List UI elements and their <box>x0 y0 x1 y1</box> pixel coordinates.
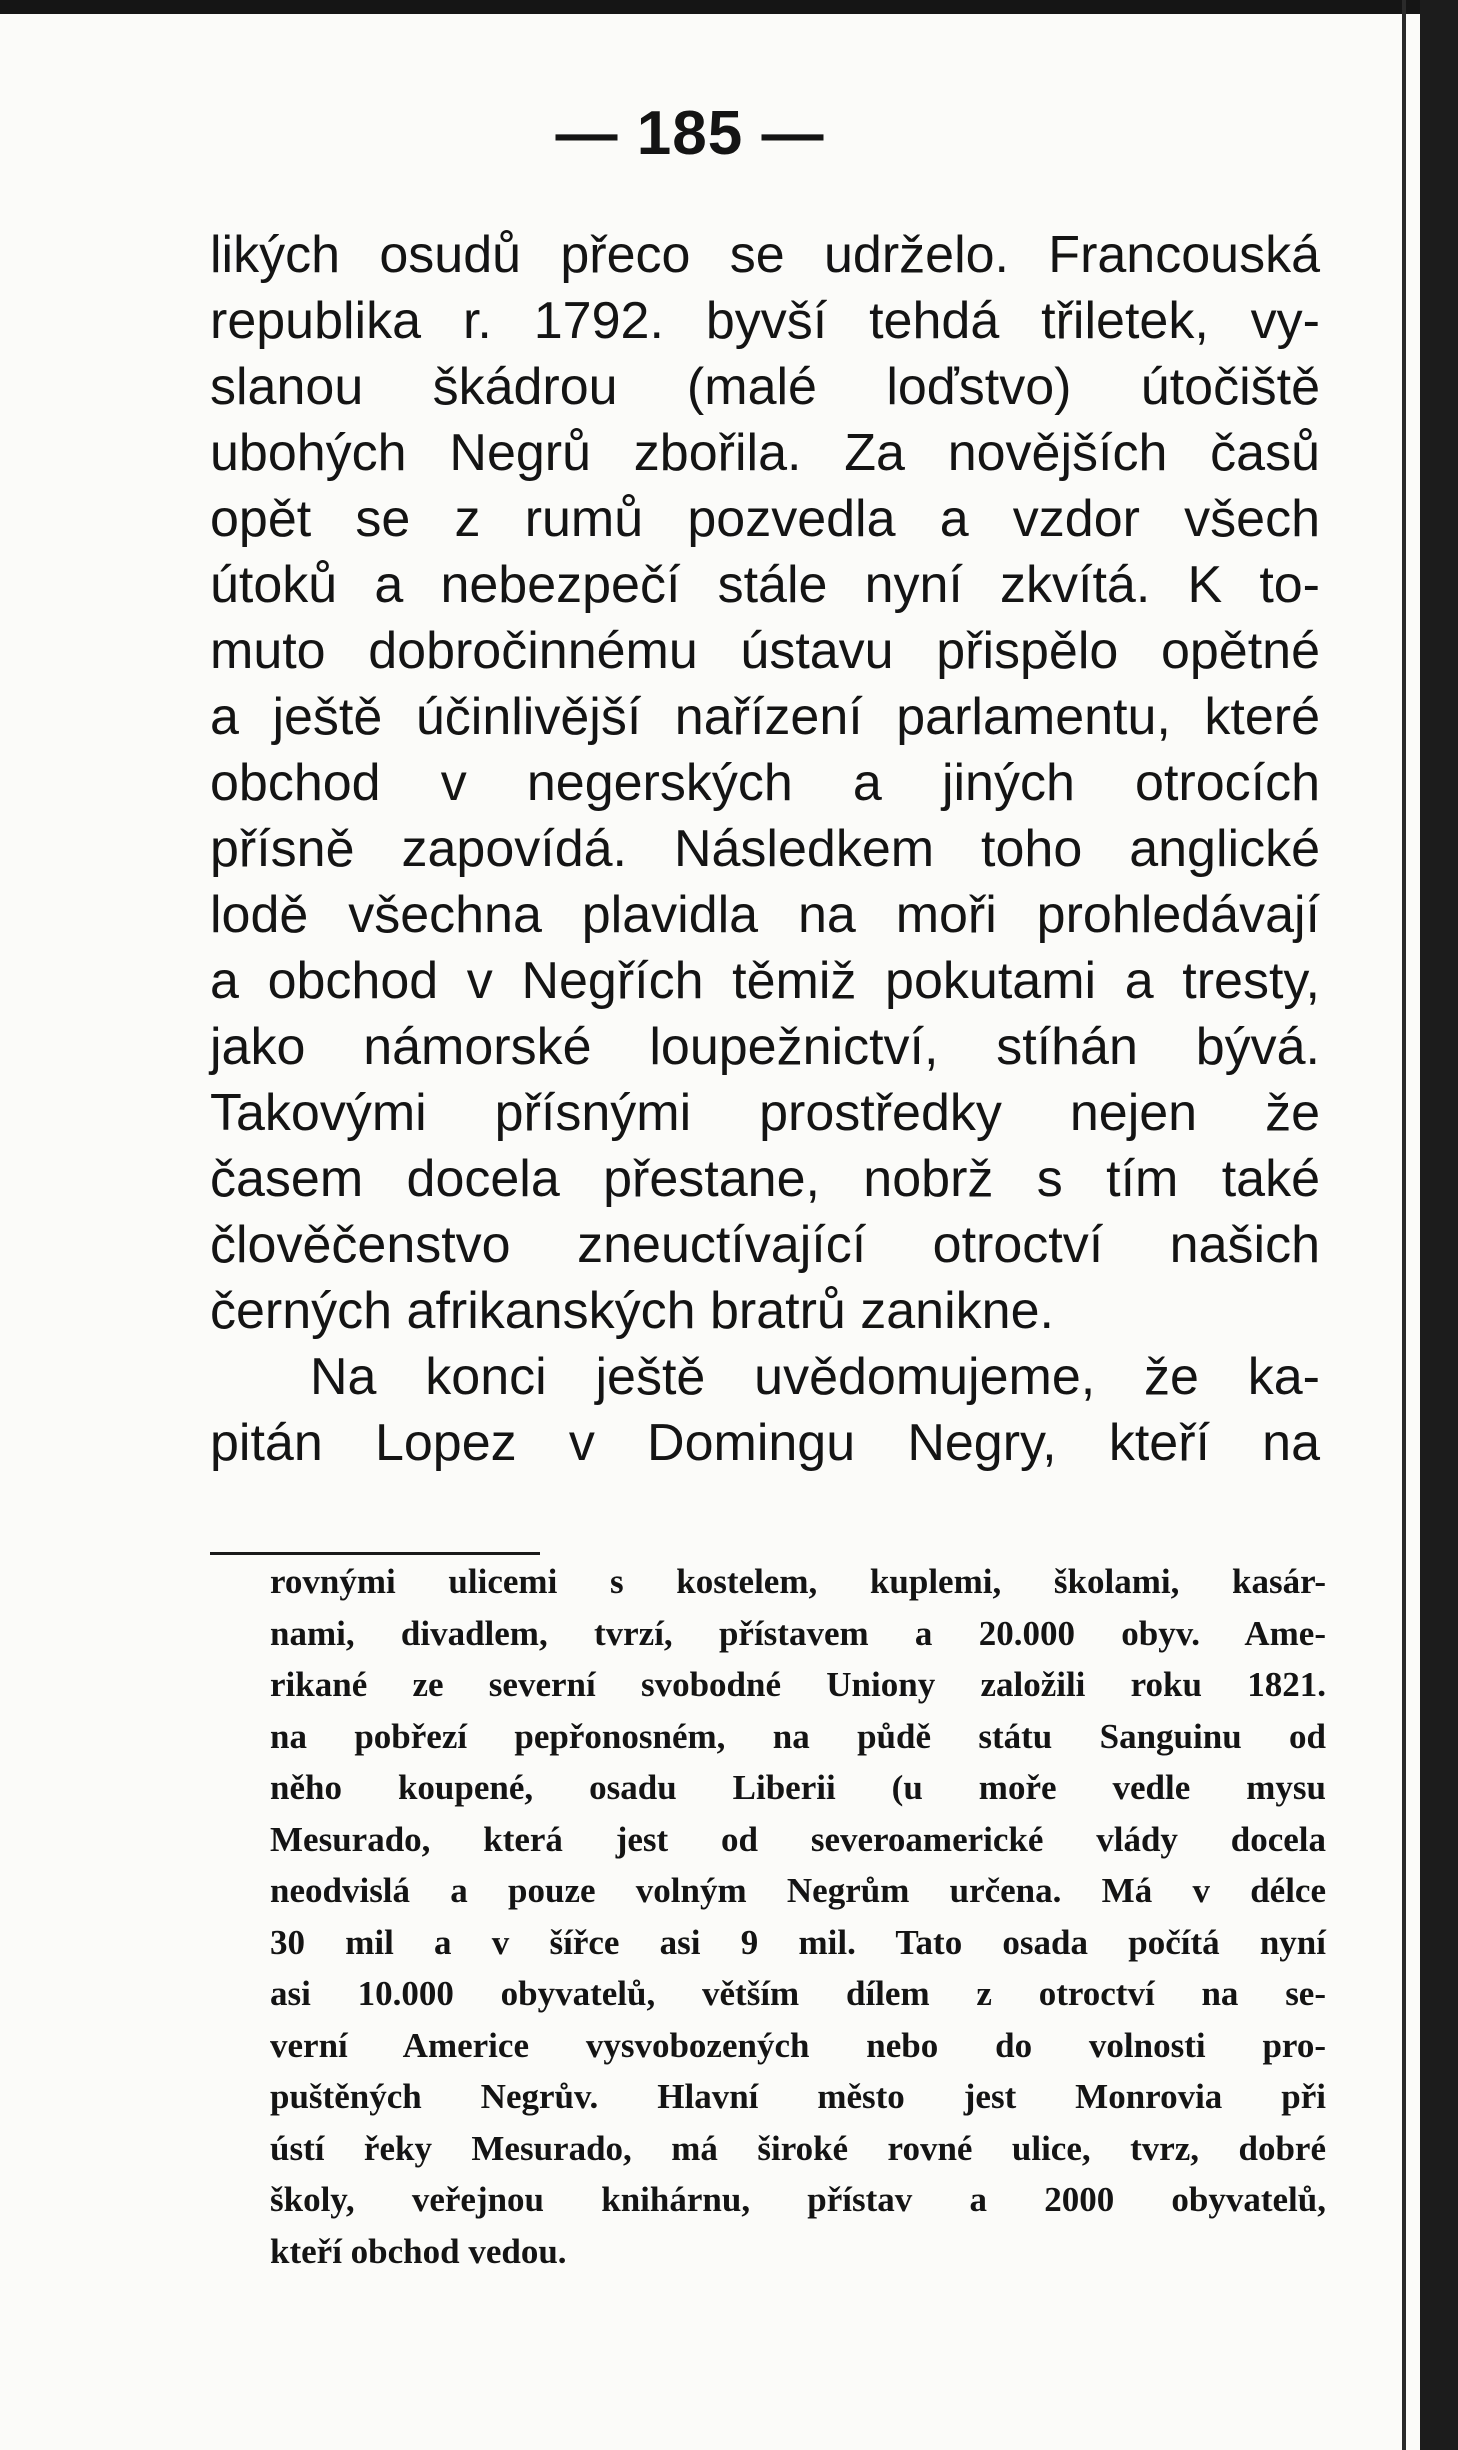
body-line: republika r. 1792. byvší tehdá třiletek, vy- <box>210 292 1320 350</box>
body-line: člověčenstvo zneuctívající otroctví našich <box>210 1216 1320 1274</box>
footnote-line: Mesurado, která jest od severoamerické vlády docela <box>270 1819 1326 1859</box>
footnote-line: školy, veřejnou knihárnu, přístav a 2000 obyvatelů, <box>270 2180 1326 2219</box>
body-line: černých afrikanských bratrů zanikne. <box>210 1282 1054 1340</box>
scan-edge-top <box>0 0 1458 14</box>
body-line: časem docela přestane, nobrž s tím také <box>210 1150 1320 1208</box>
body-line: přísně zapovídá. Následkem toho anglické <box>210 820 1320 878</box>
footnote-line: rikané ze severní svobodné Uniony založili roku 1821. <box>270 1665 1326 1704</box>
scan-edge-line <box>1402 0 1406 2450</box>
footnote-line: puštěných Negrův. Hlavní město jest Monrovia při <box>270 2077 1326 2116</box>
footnote-line: neodvislá a pouze volným Negrům určena. Má v délce <box>270 1871 1326 1910</box>
body-line: jako námorské loupežnictví, stíhán bývá. <box>210 1018 1320 1076</box>
body-line: Na konci ještě uvědomujeme, že ka- <box>310 1348 1320 1406</box>
body-line: ubohých Negrů zbořila. Za novějších časů <box>210 424 1320 482</box>
footnote-line: nami, divadlem, tvrzí, přístavem a 20.000 obyv. Ame- <box>270 1613 1326 1653</box>
footnote-text <box>270 1556 1326 2277</box>
footnote-line: ústí řeky Mesurado, má široké rovné ulice, tvrz, dobré <box>270 2128 1326 2168</box>
body-line: likých osudů přeco se udrželo. Francouská <box>210 226 1320 284</box>
footnote-divider <box>210 1552 540 1555</box>
body-line: Takovými přísnými prostředky nejen že <box>210 1084 1320 1142</box>
footnote-line: na pobřezí pepřonosném, na půdě státu Sanguinu od <box>270 1716 1326 1756</box>
body-line: muto dobročinnému ústavu přispělo opětné <box>210 622 1320 680</box>
footnote-line: rovnými ulicemi s kostelem, kuplemi, školami, kasár- <box>270 1562 1326 1601</box>
footnote-line: kteří obchod vedou. <box>270 2231 567 2271</box>
footnote-line: něho koupené, osadu Liberii (u moře vedle mysu <box>270 1768 1326 1807</box>
footnote-line: 30 mil a v šířce asi 9 mil. Tato osada počítá nyní <box>270 1922 1326 1962</box>
body-line: pitán Lopez v Domingu Negry, kteří na <box>210 1414 1320 1472</box>
footnote-line: asi 10.000 obyvatelů, větším dílem z otroctví na se- <box>270 1974 1326 2013</box>
page-number: — 185 — <box>555 99 825 168</box>
footnote-line: verní Americe vysvobozených nebo do volnosti pro- <box>270 2025 1326 2065</box>
body-line: a obchod v Negřích těmiž pokutami a tresty, <box>210 952 1320 1010</box>
body-line: slanou škádrou (malé loďstvo) útočiště <box>210 358 1320 416</box>
body-line: obchod v negerských a jiných otrocích <box>210 754 1320 812</box>
scan-edge-right <box>1420 0 1458 2450</box>
body-line: opět se z rumů pozvedla a vzdor všech <box>210 490 1320 548</box>
body-text <box>210 222 1320 1476</box>
body-line: a ještě účinlivější nařízení parlamentu, které <box>210 688 1320 746</box>
body-line: lodě všechna plavidla na moři prohledávají <box>210 886 1320 944</box>
body-line: útoků a nebezpečí stále nyní zkvítá. K to- <box>210 556 1320 614</box>
